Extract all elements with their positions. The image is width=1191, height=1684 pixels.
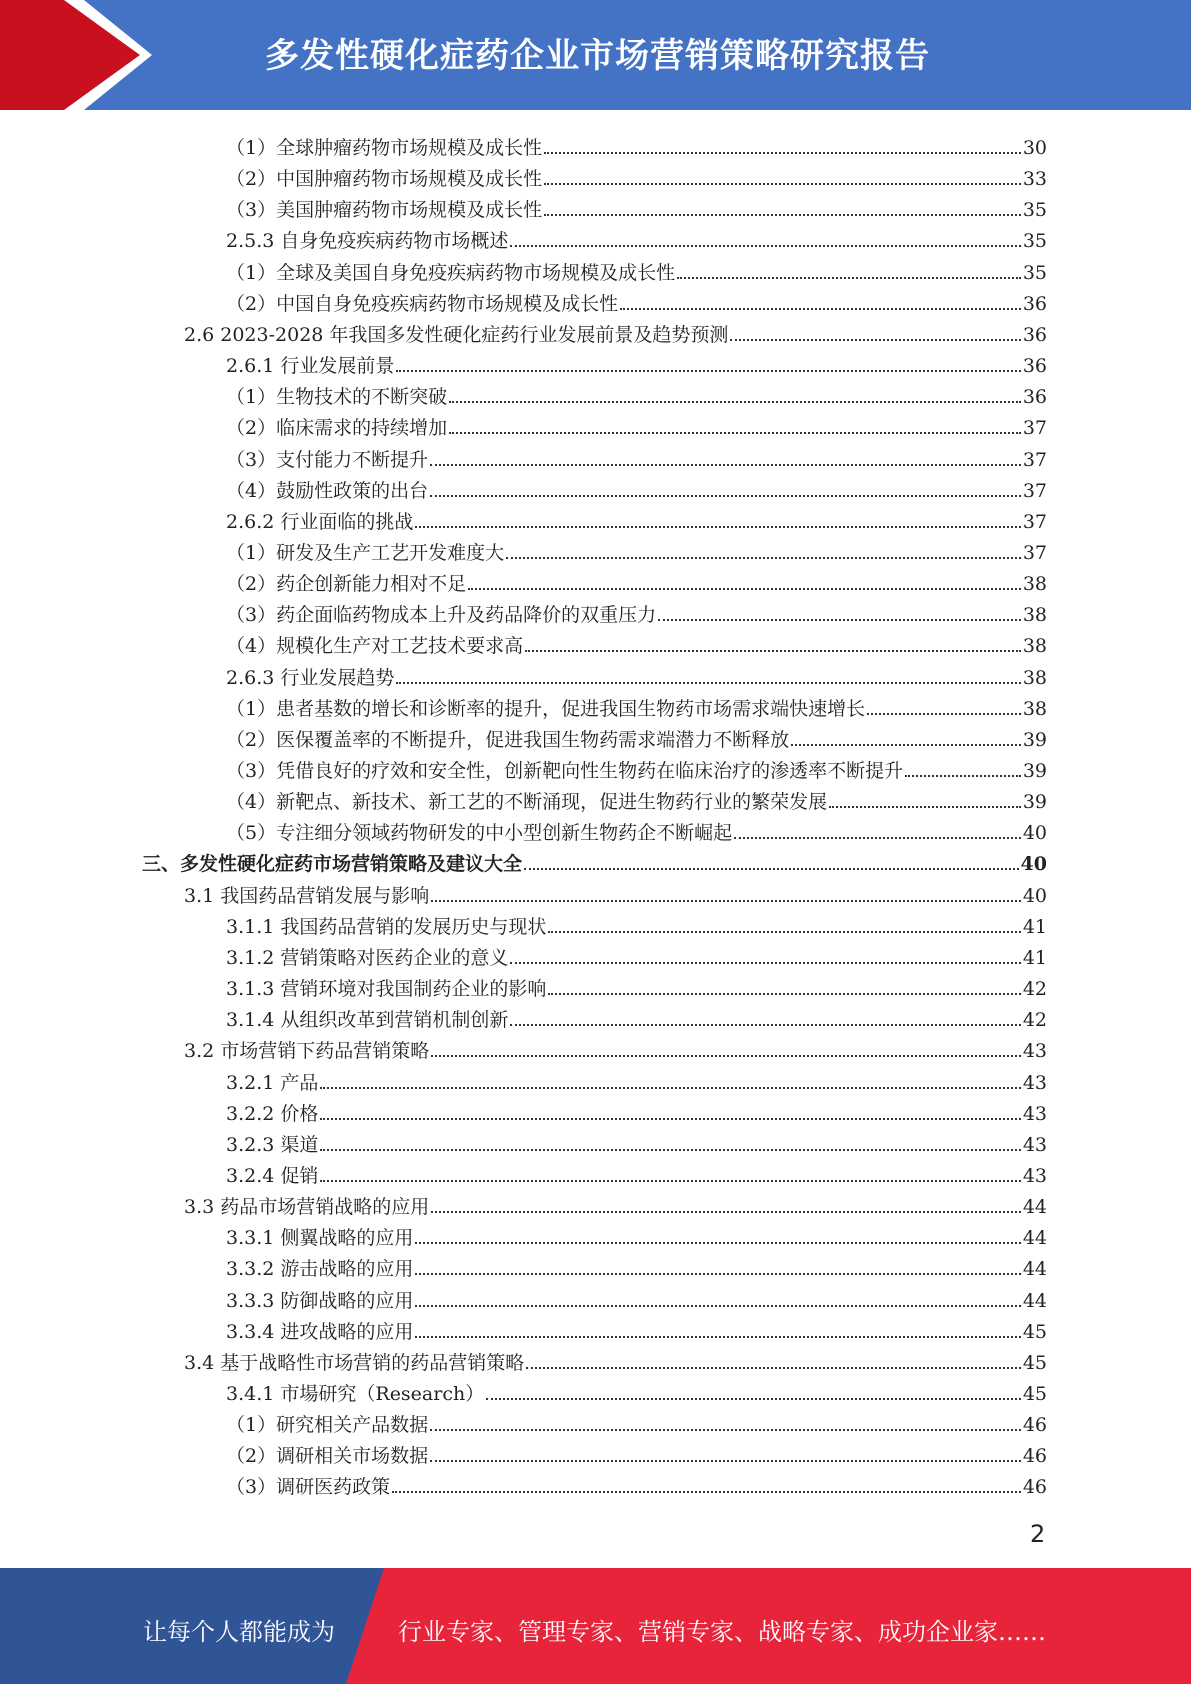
toc-entry[interactable] [226,346,1047,377]
toc-entry[interactable] [226,1281,1047,1312]
toc-dot-leader [431,1054,1021,1057]
toc-entry[interactable] [226,502,1047,533]
toc-entry-page: 45 [1022,1383,1047,1405]
toc-dot-leader [525,649,1021,652]
page-number: 2 [1030,1520,1046,1548]
toc-entry-page: 36 [1022,323,1047,346]
toc-dot-leader [524,867,1019,870]
document-title: 多发性硬化症药企业市场营销策略研究报告 [265,36,930,76]
toc-entry[interactable] [142,844,1047,875]
toc-entry[interactable] [226,1312,1047,1343]
toc-entry[interactable] [226,1063,1047,1094]
toc-dot-leader [430,463,1021,466]
toc-entry-page: 40 [1020,853,1047,876]
toc-entry[interactable] [226,253,1047,284]
toc-entry-label: 2.6.1 行业发展前景 [226,355,395,378]
toc-entry-label: （2）医保覆盖率的不断提升，促进我国生物药需求端潜力不断释放 [226,728,790,751]
toc-entry-page: 43 [1022,1071,1047,1094]
toc-dot-leader [415,1241,1020,1244]
toc-entry-label: （1）全球肿瘤药物市场规模及成长性 [226,137,543,159]
toc-entry[interactable] [226,969,1047,1000]
toc-dot-leader [791,743,1021,746]
toc-entry-label: 2.5.3 自身免疫疾病药物市场概述 [226,230,509,253]
toc-dot-leader [829,805,1021,808]
toc-entry[interactable] [226,1218,1047,1249]
toc-entry-label: （4）鼓励性政策的出台 [226,479,429,502]
toc-dot-leader [526,1366,1021,1369]
toc-dot-leader [431,1210,1021,1213]
toc-entry-page: 38 [1022,697,1047,720]
toc-dot-leader [510,961,1020,964]
toc-dot-leader [396,369,1020,372]
toc-entry-label: 3.3 药品市场营销战略的应用 [184,1196,430,1219]
toc-entry-page: 44 [1022,1227,1047,1250]
toc-entry-label: 3.2 市场营销下药品营销策略 [184,1040,430,1063]
toc-entry-page: 40 [1022,822,1047,845]
toc-dot-leader [677,276,1021,279]
toc-entry-label: （1）研究相关产品数据 [226,1414,429,1437]
toc-dot-leader [658,618,1021,621]
toc-entry-page: 39 [1022,791,1047,814]
toc-entry-page: 33 [1022,168,1047,191]
toc-dot-leader [392,1490,1021,1493]
toc-dot-leader [320,1086,1020,1089]
toc-entry[interactable] [226,284,1047,315]
toc-entry-page: 40 [1022,884,1047,907]
toc-entry-label: （2）中国肿瘤药物市场规模及成长性 [226,168,543,191]
toc-entry[interactable] [226,907,1047,938]
toc-entry[interactable] [226,782,1047,813]
toc-entry[interactable] [226,1094,1047,1125]
toc-dot-leader [544,213,1021,216]
toc-entry-label: 3.3.4 进攻战略的应用 [226,1320,414,1343]
toc-entry-label: 3.3.2 游击战略的应用 [226,1258,414,1281]
toc-entry-page: 43 [1022,1133,1047,1156]
toc-entry-label: （4）新靶点、新技术、新工艺的不断涌现，促进生物药行业的繁荣发展 [226,791,828,814]
toc-entry-label: （3）药企面临药物成本上升及药品降价的双重压力 [226,604,657,627]
toc-dot-leader [430,1428,1021,1431]
toc-entry-label: （3）调研医药政策 [226,1476,391,1499]
toc-entry-page: 36 [1022,292,1047,315]
toc-entry-page: 35 [1022,230,1047,253]
toc-entry-page: 39 [1022,760,1047,782]
toc-entry[interactable] [226,159,1047,190]
toc-entry-page: 38 [1022,573,1047,596]
toc-entry[interactable] [184,876,1047,907]
toc-entry-label: 3.1.1 我国药品营销的发展历史与现状 [226,915,547,938]
toc-entry-page: 35 [1022,199,1047,222]
toc-entry-page: 46 [1022,1414,1047,1437]
toc-entry-label: 3.2.2 价格 [226,1102,319,1125]
toc-dot-leader [468,587,1021,590]
footer-slogan-left: 让每个人都能成为 [143,1618,335,1646]
toc-entry-page: 42 [1022,1009,1047,1032]
toc-dot-leader [548,930,1020,933]
toc-entry-label: （2）中国自身免疫疾病药物市场规模及成长性 [226,292,619,315]
toc-entry-label: （1）研发及生产工艺开发难度大 [226,541,505,564]
toc-entry[interactable] [226,720,1047,751]
toc-dot-leader [730,338,1020,341]
toc-entry-label: 3.2.4 促销 [226,1164,319,1187]
toc-entry-page: 46 [1022,1445,1047,1468]
toc-entry-label: 三、多发性硬化症药市场营销策略及建议大全 [142,853,523,876]
toc-dot-leader [544,151,1021,154]
toc-dot-leader [544,182,1021,185]
toc-entry-label: 3.4.1 市場研究（Research） [226,1383,485,1405]
toc-entry-page: 30 [1022,137,1047,159]
toc-entry-page: 44 [1022,1196,1047,1219]
toc-entry-label: （2）调研相关市场数据 [226,1445,429,1468]
toc-entry[interactable] [226,377,1047,408]
toc-entry[interactable] [226,1125,1047,1156]
toc-entry-label: （1）患者基数的增长和诊断率的提升，促进我国生物药市场需求端快速增长 [226,697,866,720]
toc-entry[interactable] [226,471,1047,502]
toc-dot-leader [905,774,1021,777]
toc-entry-label: （2）药企创新能力相对不足 [226,573,467,596]
toc-entry-page: 36 [1022,386,1047,409]
toc-dot-leader [548,992,1020,995]
toc-entry-page: 38 [1022,635,1047,658]
toc-entry[interactable] [226,533,1047,564]
toc-entry[interactable] [226,221,1047,252]
page-footer [0,1568,1191,1684]
toc-entry-label: （1）生物技术的不断突破 [226,386,448,409]
toc-dot-leader [415,525,1020,528]
toc-entry-page: 44 [1022,1289,1047,1312]
toc-entry[interactable] [226,1374,1047,1405]
toc-dot-leader [415,1304,1020,1307]
toc-entry[interactable] [226,1249,1047,1280]
toc-entry-page: 41 [1022,915,1047,938]
toc-dot-leader [449,431,1021,434]
toc-entry-label: （4）规模化生产对工艺技术要求高 [226,635,524,658]
toc-entry[interactable] [226,595,1047,626]
toc-entry-page: 42 [1022,978,1047,1001]
toc-entry-label: （5）专注细分领域药物研发的中小型创新生物药企不断崛起 [226,822,733,845]
toc-entry-page: 38 [1022,604,1047,627]
toc-dot-leader [320,1179,1020,1182]
toc-entry-page: 39 [1022,728,1047,751]
toc-dot-leader [506,556,1021,559]
toc-entry-label: 3.4 基于战略性市场营销的药品营销策略 [184,1351,525,1374]
toc-entry-label: （3）支付能力不断提升 [226,448,429,471]
toc-entry-label: 2.6.3 行业发展趋势 [226,666,395,689]
toc-entry-page: 44 [1022,1258,1047,1281]
toc-dot-leader [486,1397,1021,1400]
toc-dot-leader [867,712,1021,715]
toc-entry-label: 3.1.4 从组织改革到营销机制创新 [226,1009,509,1032]
toc-entry-page: 43 [1022,1164,1047,1187]
toc-entry[interactable] [226,626,1047,657]
footer-slogan-right: 行业专家、管理专家、营销专家、战略专家、成功企业家…… [398,1618,1046,1646]
toc-entry-page: 46 [1022,1476,1047,1499]
toc-entry-label: 2.6.2 行业面临的挑战 [226,510,414,533]
toc-dot-leader [415,1272,1020,1275]
toc-dot-leader [449,400,1021,403]
toc-entry-page: 45 [1022,1351,1047,1374]
toc-entry[interactable] [184,1343,1047,1374]
toc-entry[interactable] [226,658,1047,689]
toc-entry[interactable] [184,315,1047,346]
toc-dot-leader [734,836,1021,839]
toc-entry-page: 37 [1022,448,1047,471]
toc-dot-leader [510,244,1020,247]
toc-dot-leader [415,1335,1020,1338]
toc-dot-leader [431,899,1021,902]
toc-entry[interactable] [226,564,1047,595]
toc-entry[interactable] [226,1000,1047,1031]
toc-entry-label: 3.1 我国药品营销发展与影响 [184,884,430,907]
toc-dot-leader [620,307,1021,310]
toc-entry-page: 45 [1022,1320,1047,1343]
toc-entry-page: 43 [1022,1102,1047,1125]
toc-dot-leader [430,1459,1021,1462]
toc-entry[interactable] [226,813,1047,844]
toc-entry-page: 41 [1022,946,1047,969]
toc-dot-leader [320,1148,1020,1151]
toc-entry-page: 37 [1022,541,1047,564]
toc-dot-leader [510,1023,1020,1026]
toc-dot-leader [430,494,1021,497]
toc-entry-page: 43 [1022,1040,1047,1063]
toc-entry-label: 2.6 2023-2028 年我国多发性硬化症药行业发展前景及趋势预测 [184,323,729,346]
toc-entry[interactable] [226,689,1047,720]
toc-entry-label: （2）临床需求的持续增加 [226,417,448,440]
toc-entry[interactable] [226,751,1047,782]
toc-entry[interactable] [184,1187,1047,1218]
toc-entry-label: 3.1.3 营销环境对我国制药企业的影响 [226,978,547,1001]
toc-entry[interactable] [226,440,1047,471]
toc-entry[interactable] [226,938,1047,969]
toc-dot-leader [320,1117,1020,1120]
toc-entry[interactable] [226,190,1047,221]
toc-entry-label: 3.1.2 营销策略对医药企业的意义 [226,946,509,969]
toc-entry[interactable] [226,1436,1047,1467]
toc-entry-label: （1）全球及美国自身免疫疾病药物市场规模及成长性 [226,261,676,284]
toc-entry-label: （3）美国肿瘤药物市场规模及成长性 [226,199,543,222]
toc-entry-page: 36 [1022,355,1047,378]
toc-entry-page: 35 [1022,261,1047,284]
toc-entry[interactable] [226,128,1047,159]
toc-entry[interactable] [226,1467,1047,1498]
toc-entry-label: 3.3.1 侧翼战略的应用 [226,1227,414,1250]
toc-dot-leader [396,681,1020,684]
toc-entry-page: 38 [1022,666,1047,689]
toc-entry-page: 37 [1022,417,1047,440]
page-header [0,0,1191,110]
toc-entry[interactable] [226,1156,1047,1187]
toc-entry-label: 3.2.1 产品 [226,1071,319,1094]
toc-entry[interactable] [226,408,1047,439]
toc-entry[interactable] [226,1405,1047,1436]
toc-entry-page: 37 [1022,479,1047,502]
toc-entry-label: 3.3.3 防御战略的应用 [226,1289,414,1312]
toc-entry-page: 37 [1022,510,1047,533]
toc-entry-label: （3）凭借良好的疗效和安全性，创新靶向性生物药在临床治疗的渗透率不断提升 [226,760,904,782]
toc-entry-label: 3.2.3 渠道 [226,1133,319,1156]
toc-entry[interactable] [184,1031,1047,1062]
